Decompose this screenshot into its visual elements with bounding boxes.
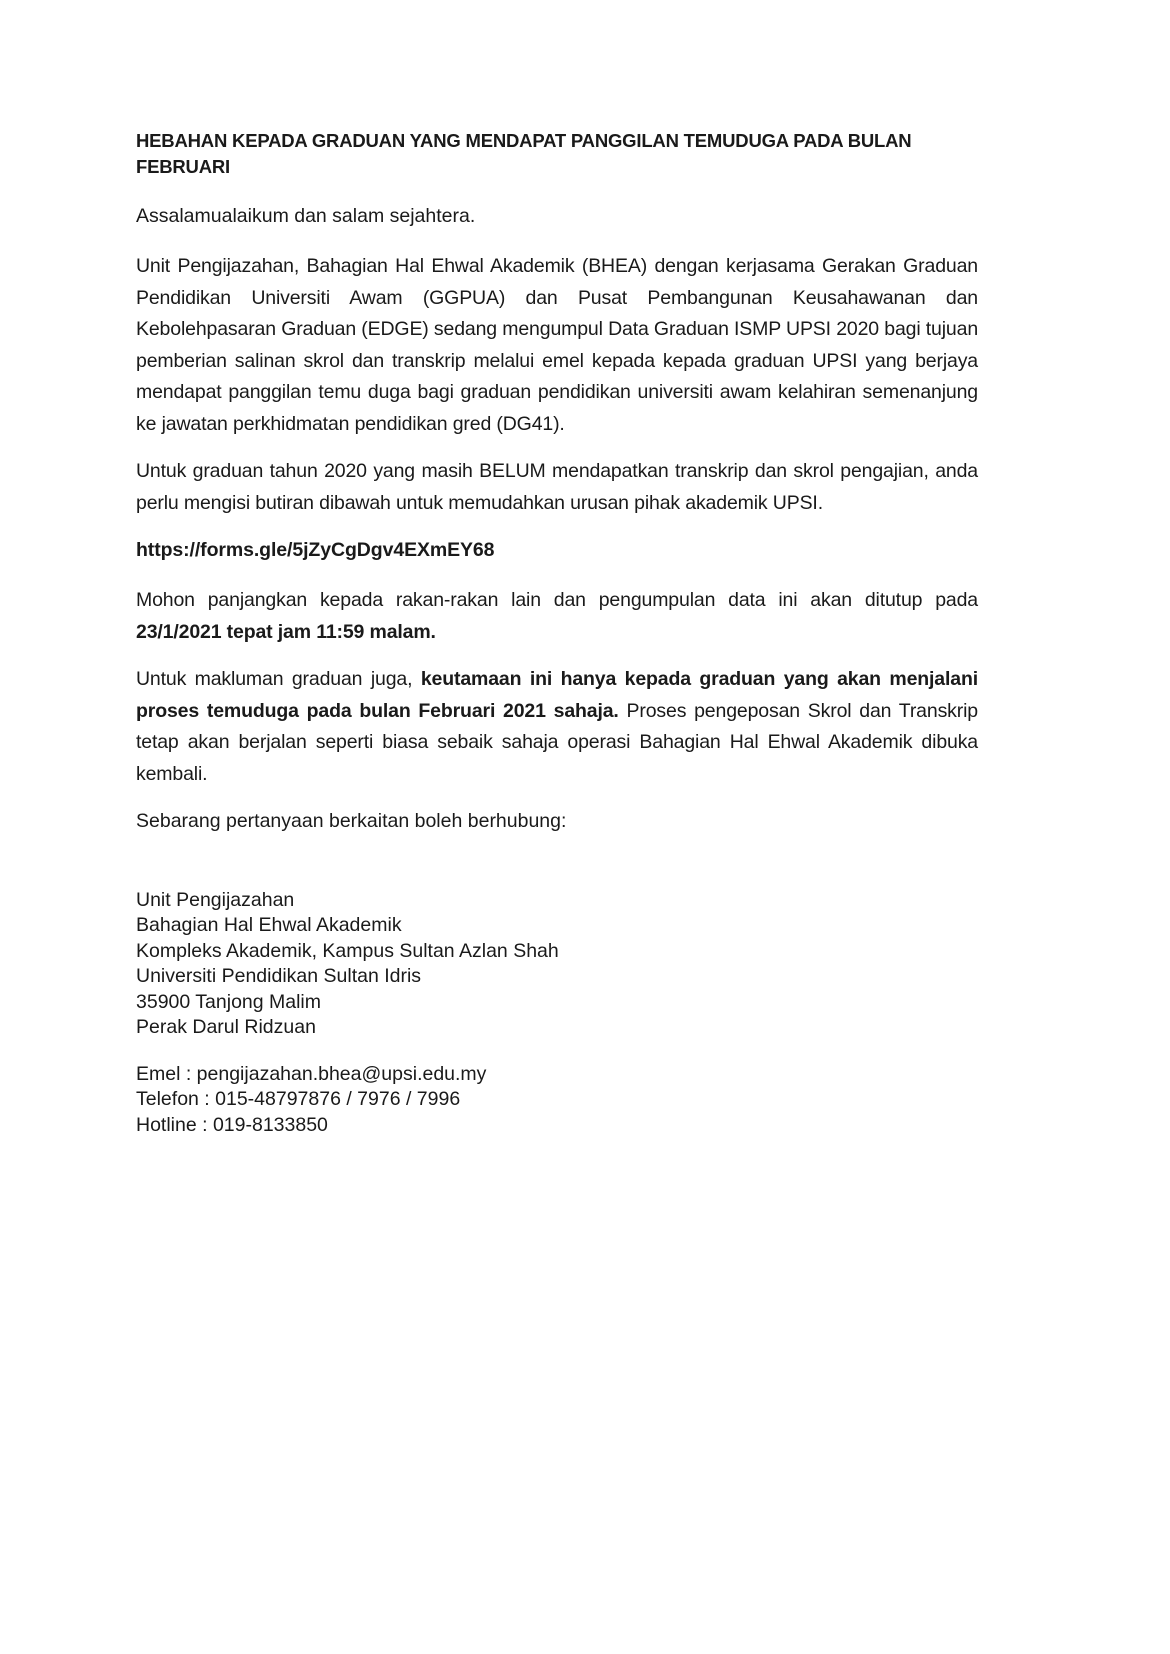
paragraph-priority	[136, 664, 978, 790]
contact-email-line: Emel : pengijazahan.bhea@upsi.edu.my	[136, 1062, 487, 1085]
signature-block	[136, 888, 978, 1041]
signature-line: Universiti Pendidikan Sultan Idris	[136, 965, 422, 987]
signature-line: Unit Pengijazahan	[136, 888, 295, 911]
signature-line: Kompleks Akademik, Kampus Sultan Azlan Shah	[136, 939, 559, 962]
signature-line: Perak Darul Ridzuan	[136, 1016, 316, 1038]
google-form-link[interactable]: https://forms.gle/5jZyCgDgv4EXmEY68	[136, 539, 495, 561]
contact-hotline-line: Hotline : 019-8133850	[136, 1113, 328, 1136]
paragraph-contact-invite: Sebarang pertanyaan berkaitan boleh berhubung:	[136, 810, 567, 832]
paragraph-transcript-notice: Untuk graduan tahun 2020 yang masih BELUM mendapatkan transkrip dan skrol pengajian, anda perlu mengisi butiran dibawah untuk memudahkan urusan pihak akademik UPSI.	[136, 460, 978, 514]
priority-bold-text: keutamaan ini hanya kepada graduan yang akan menjalani proses temuduga pada bulan Februari 2021 sahaja.	[136, 668, 978, 722]
signature-line: 35900 Tanjong Malim	[136, 990, 322, 1013]
contact-phone-line: Telefon : 015-48797876 / 7976 / 7996	[136, 1088, 461, 1110]
paragraph-intro: Unit Pengijazahan, Bahagian Hal Ehwal Akademik (BHEA) dengan kerjasama Gerakan Graduan Pendidikan Universiti Awam (GGPUA) dan Pusat Pembangunan Keusahawanan dan Kebolehpasaran Graduan (EDGE) sedang mengumpul Data Graduan ISMP UPSI 2020 bagi tujuan pemberian salinan skrol dan transkrip melalui emel kepada kepada graduan UPSI yang berjaya mendapat panggilan temu duga bagi graduan pendidikan universiti awam kelahiran semenanjung ke jawatan perkhidmatan pendidikan gred (DG41).	[136, 255, 979, 435]
deadline-bold-text: 23/1/2021 tepat jam 11:59 malam.	[136, 620, 436, 643]
priority-plain-tail: Proses pengeposan Skrol dan Transkrip tetap akan berjalan seperti biasa sebaik sahaja operasi Bahagian Hal Ehwal Akademik dibuka kembali.	[136, 699, 978, 785]
contact-spacer	[136, 1041, 978, 1062]
greeting-text: Assalamualaikum dan salam sejahtera.	[136, 205, 476, 227]
priority-plain-lead: Untuk makluman graduan juga,	[136, 668, 421, 690]
paragraph-deadline	[136, 585, 978, 648]
signature-line: Bahagian Hal Ehwal Akademik	[136, 914, 402, 936]
block-spacer	[136, 854, 978, 888]
contact-block	[136, 1062, 978, 1139]
document-body	[136, 128, 978, 1138]
page-title: HEBAHAN KEPADA GRADUAN YANG MENDAPAT PANGGILAN TEMUDUGA PADA BULAN FEBRUARI	[136, 130, 912, 177]
deadline-plain-text: Mohon panjangkan kepada rakan-rakan lain dan pengumpulan data ini akan ditutup pada	[136, 589, 978, 611]
